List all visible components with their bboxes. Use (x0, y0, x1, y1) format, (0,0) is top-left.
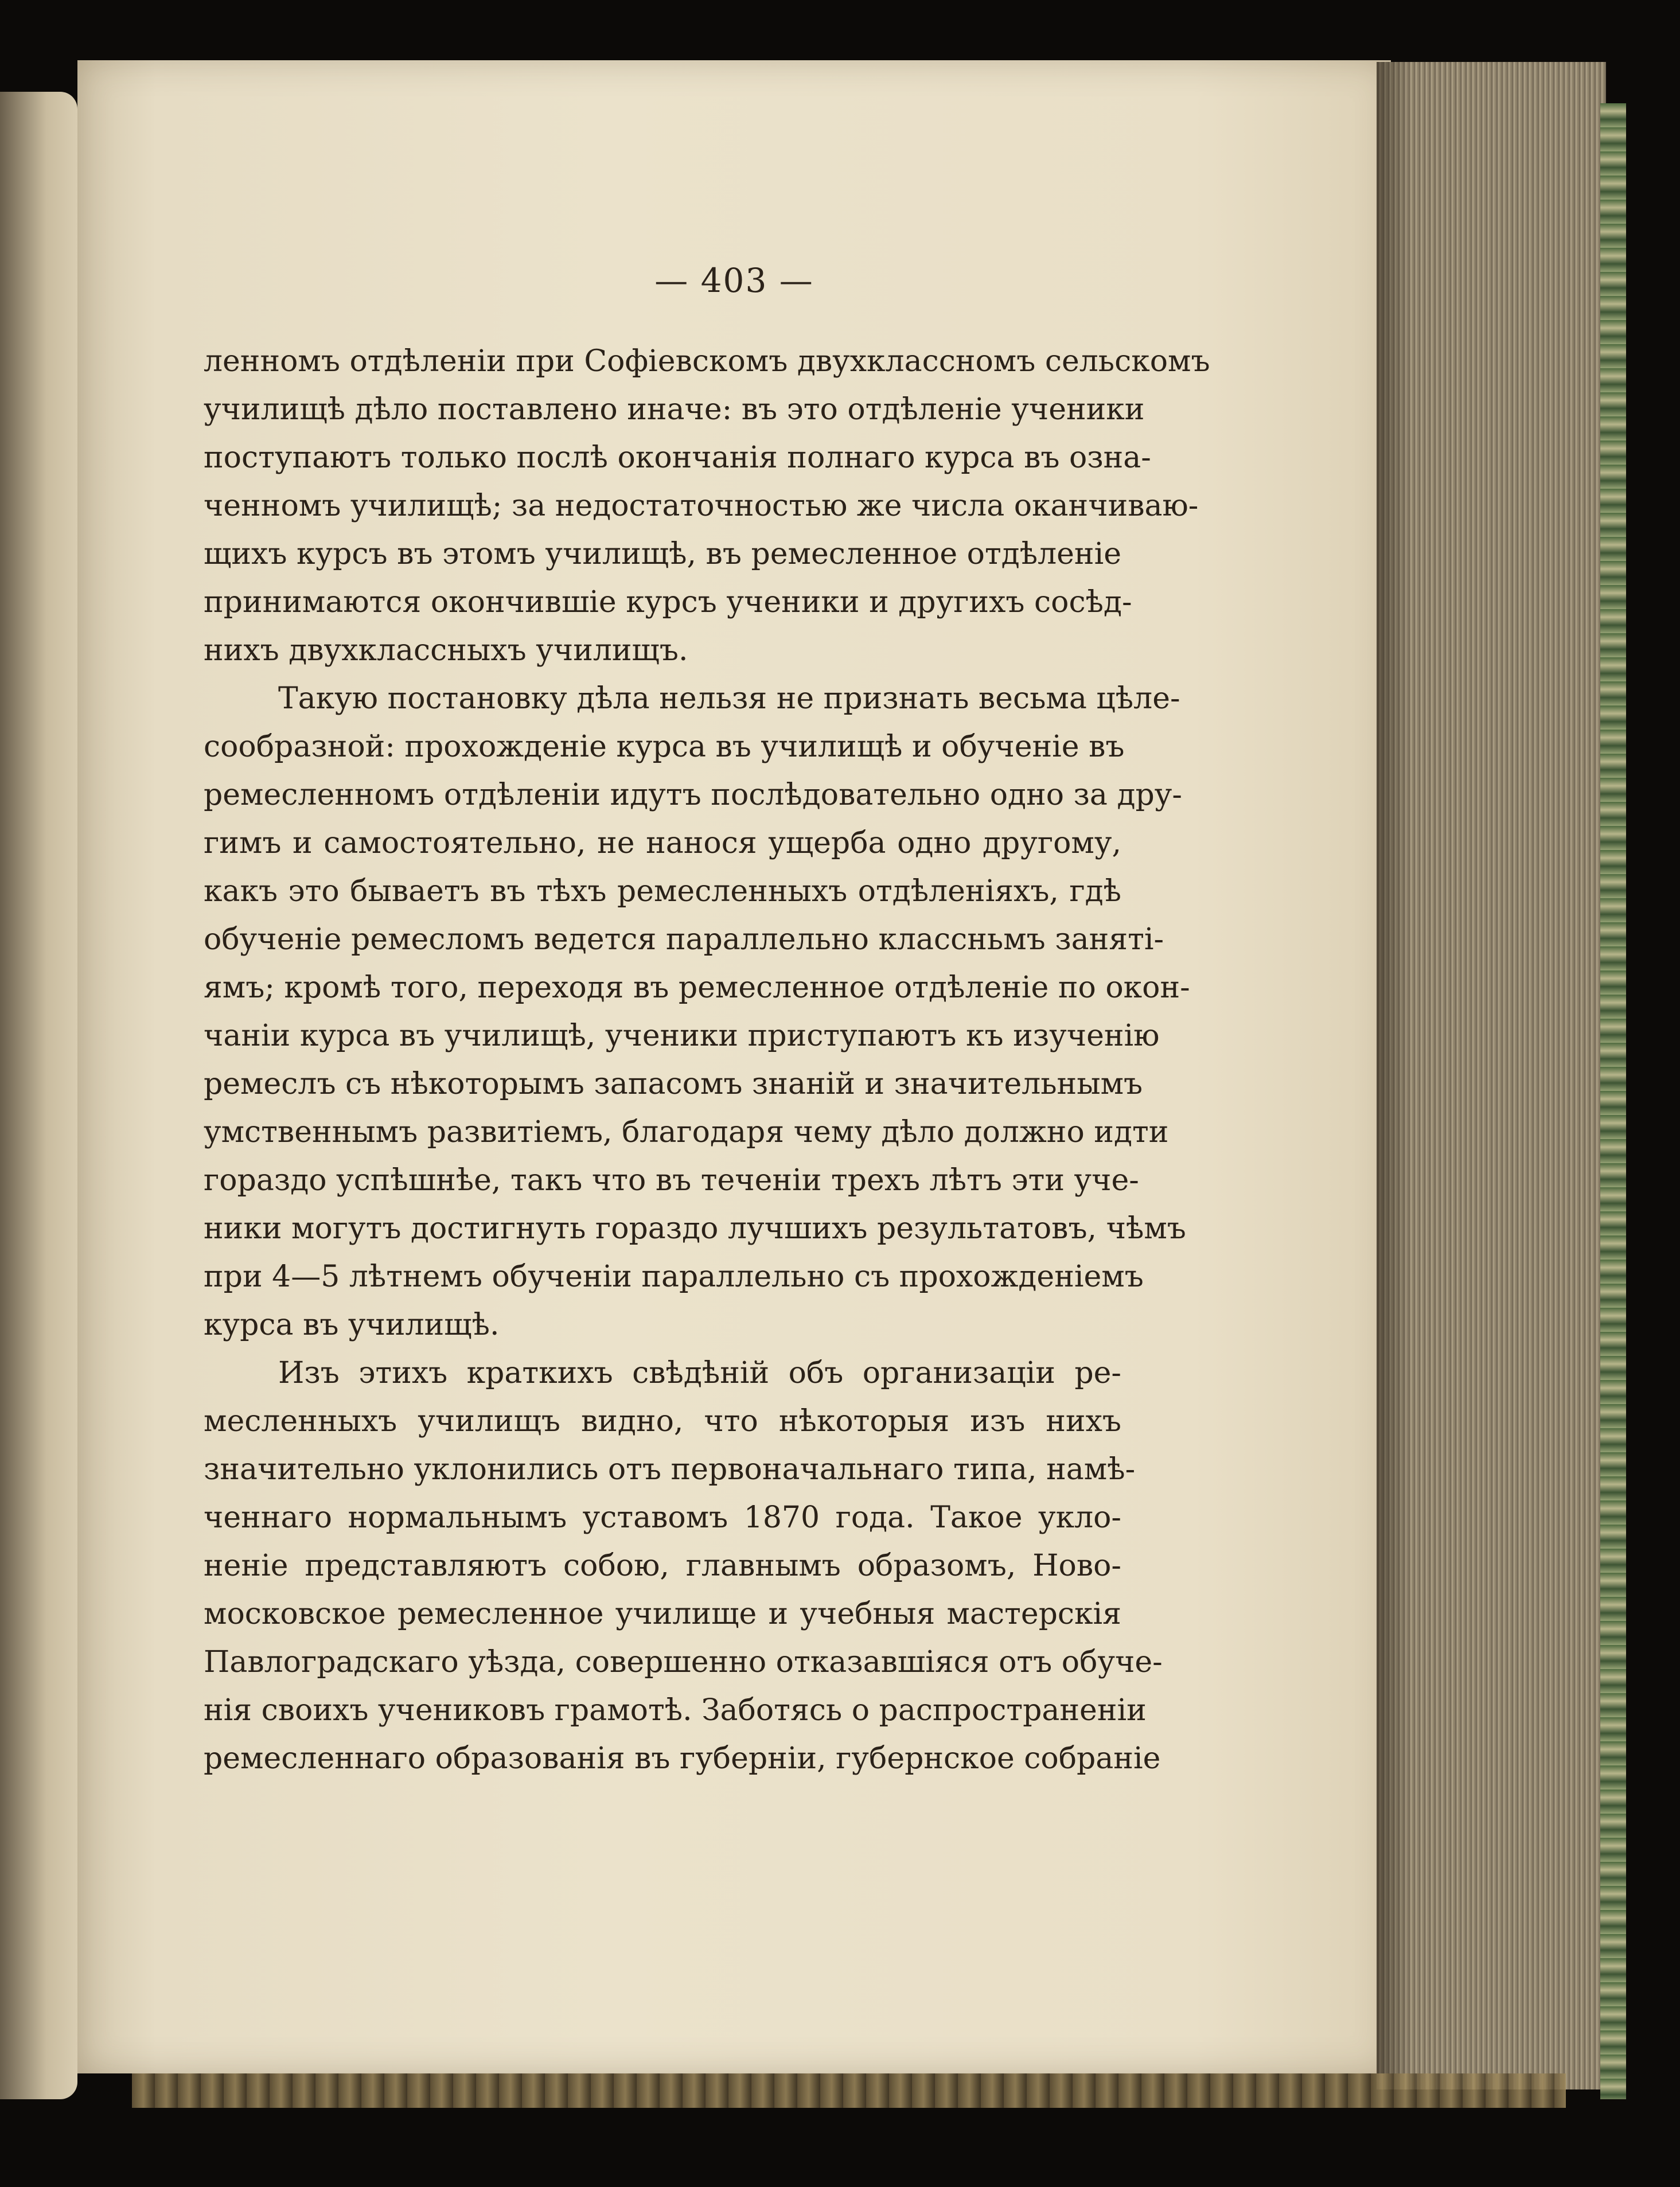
text-line: сообразной: прохожденіе курса въ училищѣ и обученіе въ (204, 730, 1125, 764)
book-bottom-edge (132, 2073, 1566, 2108)
text-line: ченномъ училищѣ; за недостаточностью же числа оканчиваю- (204, 489, 1199, 523)
text-line: гимъ и самостоятельно, не нанося ущерба одно другому, (204, 826, 1121, 860)
book-cover-edge (1600, 103, 1626, 2099)
text-line: какъ это бываетъ въ тѣхъ ремесленныхъ отдѣленіяхъ, гдѣ (204, 874, 1121, 909)
text-line: при 4—5 лѣтнемъ обученіи параллельно съ прохожденіемъ (204, 1260, 1144, 1294)
text-line: умственнымъ развитіемъ, благодаря чему дѣло должно идти (204, 1115, 1169, 1149)
text-line: щихъ курсъ въ этомъ училищѣ, въ ремесленное отдѣленіе (204, 537, 1121, 571)
text-line: ченнаго нормальнымъ уставомъ 1870 года. Такое укло- (204, 1500, 1121, 1535)
text-line: принимаются окончившіе курсъ ученики и другихъ сосѣд- (204, 585, 1132, 619)
left-page-edge (0, 92, 77, 2099)
text-line: поступаютъ только послѣ окончанія полнаго курса въ озна- (204, 440, 1151, 475)
page-gutter-shadow (1377, 62, 1411, 2089)
text-line: ремеслъ съ нѣкоторымъ запасомъ знаній и значительнымъ (204, 1067, 1143, 1101)
page-number: — 403 — (654, 261, 814, 300)
text-line: нія своихъ учениковъ грамотѣ. Заботясь о распространеніи (204, 1693, 1147, 1728)
text-line: ямъ; кромѣ того, переходя въ ремесленное отдѣленіе по окон- (204, 970, 1190, 1005)
text-line: Такую постановку дѣла нельзя не признать весьма цѣле- (278, 681, 1180, 716)
text-line: курса въ училищѣ. (204, 1308, 500, 1342)
text-line: месленныхъ училищъ видно, что нѣкоторыя изъ нихъ (204, 1404, 1121, 1438)
text-line: училищѣ дѣло поставлено иначе: въ это отдѣленіе ученики (204, 392, 1145, 427)
text-line: московское ремесленное училище и учебныя мастерскія (204, 1597, 1121, 1631)
text-line: Павлоградскаго уѣзда, совершенно отказавшіяся отъ обуче- (204, 1645, 1163, 1679)
text-line: ремесленномъ отдѣленіи идутъ послѣдовательно одно за дру- (204, 778, 1182, 812)
body-text (204, 337, 1210, 1783)
text-line: Изъ этихъ краткихъ свѣдѣній объ организаціи ре- (278, 1356, 1121, 1390)
text-line: гораздо успѣшнѣе, такъ что въ теченіи трехъ лѣтъ эти уче- (204, 1163, 1139, 1198)
text-line: ленномъ отдѣленіи при Софіевскомъ двухклассномъ сельскомъ (204, 344, 1210, 379)
text-line: нихъ двухклассныхъ училищъ. (204, 633, 688, 668)
text-line: ремесленнаго образованія въ губерніи, губернское собраніе (204, 1741, 1161, 1776)
text-line: чаніи курса въ училищѣ, ученики приступаютъ къ изученію (204, 1019, 1160, 1053)
page-edges (1377, 62, 1606, 2089)
text-line: обученіе ремесломъ ведется параллельно классньмъ заняті- (204, 922, 1164, 957)
text-line: неніе представляютъ собою, главнымъ образомъ, Ново- (204, 1549, 1121, 1583)
text-line: значительно уклонились отъ первоначальнаго типа, намѣ- (204, 1452, 1136, 1487)
text-line: ники могутъ достигнуть гораздо лучшихъ результатовъ, чѣмъ (204, 1211, 1186, 1246)
